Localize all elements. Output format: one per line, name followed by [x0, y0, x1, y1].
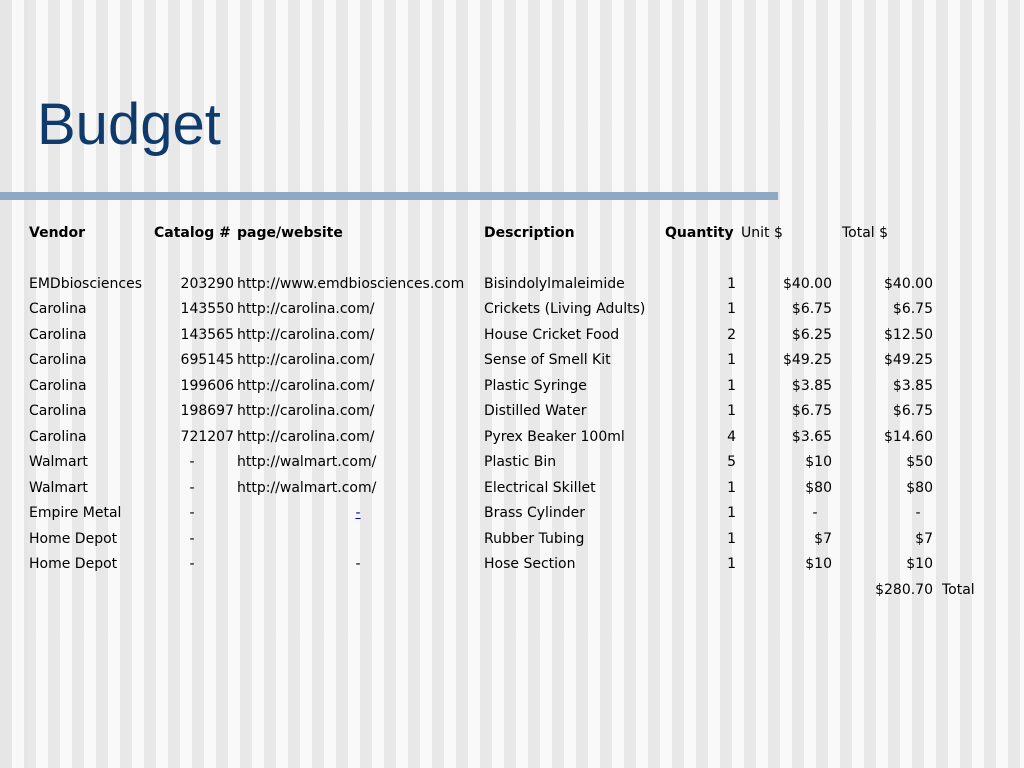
title-divider: [0, 192, 778, 200]
cell-total-price: $6.75: [892, 403, 933, 419]
cell-quantity: 4: [727, 429, 736, 445]
cell-catalog: 199606: [180, 378, 234, 394]
cell-website: http://carolina.com/: [237, 378, 375, 394]
cell-unit-price: $3.85: [791, 378, 832, 394]
cell-description: Rubber Tubing: [484, 531, 585, 547]
cell-website: http://walmart.com/: [237, 480, 377, 496]
cell-vendor: Walmart: [29, 480, 88, 496]
cell-description: Distilled Water: [484, 403, 587, 419]
cell-description: Plastic Syringe: [484, 378, 587, 394]
cell-website: http://carolina.com/: [237, 403, 375, 419]
cell-quantity: 1: [727, 352, 736, 368]
cell-description: Pyrex Beaker 100ml: [484, 429, 625, 445]
header-quantity: Quantity: [665, 225, 734, 241]
header-vendor: Vendor: [29, 225, 86, 241]
cell-description: Plastic Bin: [484, 454, 557, 470]
website-link[interactable]: [348, 504, 368, 522]
cell-catalog: -: [189, 556, 195, 572]
cell-vendor: Carolina: [29, 403, 87, 419]
cell-quantity: 1: [727, 276, 736, 292]
cell-total-price: $14.60: [884, 429, 933, 445]
cell-catalog: -: [189, 505, 195, 521]
cell-vendor: EMDbiosciences: [29, 276, 143, 292]
cell-description: Brass Cylinder: [484, 505, 585, 521]
cell-website: http://carolina.com/: [237, 352, 375, 368]
header-description: Description: [484, 225, 575, 241]
cell-quantity: 1: [727, 301, 736, 317]
cell-quantity: 1: [727, 403, 736, 419]
cell-description: Bisindolylmaleimide: [484, 276, 625, 292]
grand-total-label: Total: [942, 582, 975, 598]
cell-total-price: $50: [906, 454, 933, 470]
cell-catalog: -: [189, 531, 195, 547]
grand-total-value: $280.70: [875, 582, 933, 598]
cell-description: Sense of Smell Kit: [484, 352, 611, 368]
header-unit-price: Unit $: [741, 225, 783, 241]
cell-description: Crickets (Living Adults): [484, 301, 646, 317]
cell-website: http://carolina.com/: [237, 301, 375, 317]
header-catalog: Catalog #: [154, 225, 231, 241]
cell-quantity: 2: [727, 327, 736, 343]
cell-vendor: Carolina: [29, 429, 87, 445]
cell-total-price: -: [915, 505, 921, 521]
cell-catalog: -: [189, 480, 195, 496]
cell-total-price: $7: [915, 531, 933, 547]
cell-unit-price: $49.25: [783, 352, 832, 368]
cell-total-price: $6.75: [892, 301, 933, 317]
cell-unit-price: $6.25: [791, 327, 832, 343]
cell-unit-price: $10: [805, 556, 832, 572]
cell-unit-price: $80: [805, 480, 832, 496]
cell-total-price: $3.85: [892, 378, 933, 394]
cell-quantity: 1: [727, 505, 736, 521]
cell-total-price: $10: [906, 556, 933, 572]
cell-total-price: $80: [906, 480, 933, 496]
cell-description: Hose Section: [484, 556, 576, 572]
cell-vendor: Home Depot: [29, 556, 118, 572]
cell-unit-price: $3.65: [791, 429, 832, 445]
cell-website: http://www.emdbiosciences.com: [237, 276, 465, 292]
cell-unit-price: -: [812, 505, 818, 521]
cell-total-price: $49.25: [884, 352, 933, 368]
cell-description: Electrical Skillet: [484, 480, 596, 496]
cell-unit-price: $40.00: [783, 276, 832, 292]
cell-quantity: 5: [727, 454, 736, 470]
cell-quantity: 1: [727, 378, 736, 394]
cell-description: House Cricket Food: [484, 327, 620, 343]
cell-quantity: 1: [727, 531, 736, 547]
website-link-text[interactable]: -: [355, 505, 361, 521]
cell-unit-price: $6.75: [791, 301, 832, 317]
cell-quantity: 1: [727, 480, 736, 496]
cell-vendor: Walmart: [29, 454, 88, 470]
cell-quantity: 1: [727, 556, 736, 572]
cell-catalog: 203290: [180, 276, 234, 292]
cell-vendor: Carolina: [29, 378, 87, 394]
cell-catalog: 143565: [180, 327, 234, 343]
cell-catalog: -: [189, 454, 195, 470]
cell-total-price: $12.50: [884, 327, 933, 343]
slide-title: Budget: [37, 92, 221, 157]
cell-total-price: $40.00: [884, 276, 933, 292]
cell-catalog: 198697: [180, 403, 234, 419]
cell-vendor: Carolina: [29, 352, 87, 368]
cell-website: http://carolina.com/: [237, 429, 375, 445]
cell-vendor: Home Depot: [29, 531, 118, 547]
cell-catalog: 721207: [180, 429, 234, 445]
header-website: page/website: [237, 225, 343, 241]
cell-website: -: [355, 556, 361, 572]
header-total-price: Total $: [842, 225, 889, 241]
cell-unit-price: $6.75: [791, 403, 832, 419]
cell-vendor: Empire Metal: [29, 505, 122, 521]
cell-website: http://walmart.com/: [237, 454, 377, 470]
cell-vendor: Carolina: [29, 327, 87, 343]
cell-catalog: 143550: [180, 301, 234, 317]
cell-unit-price: $10: [805, 454, 832, 470]
cell-vendor: Carolina: [29, 301, 87, 317]
cell-catalog: 695145: [180, 352, 234, 368]
cell-unit-price: $7: [814, 531, 832, 547]
cell-website: http://carolina.com/: [237, 327, 375, 343]
